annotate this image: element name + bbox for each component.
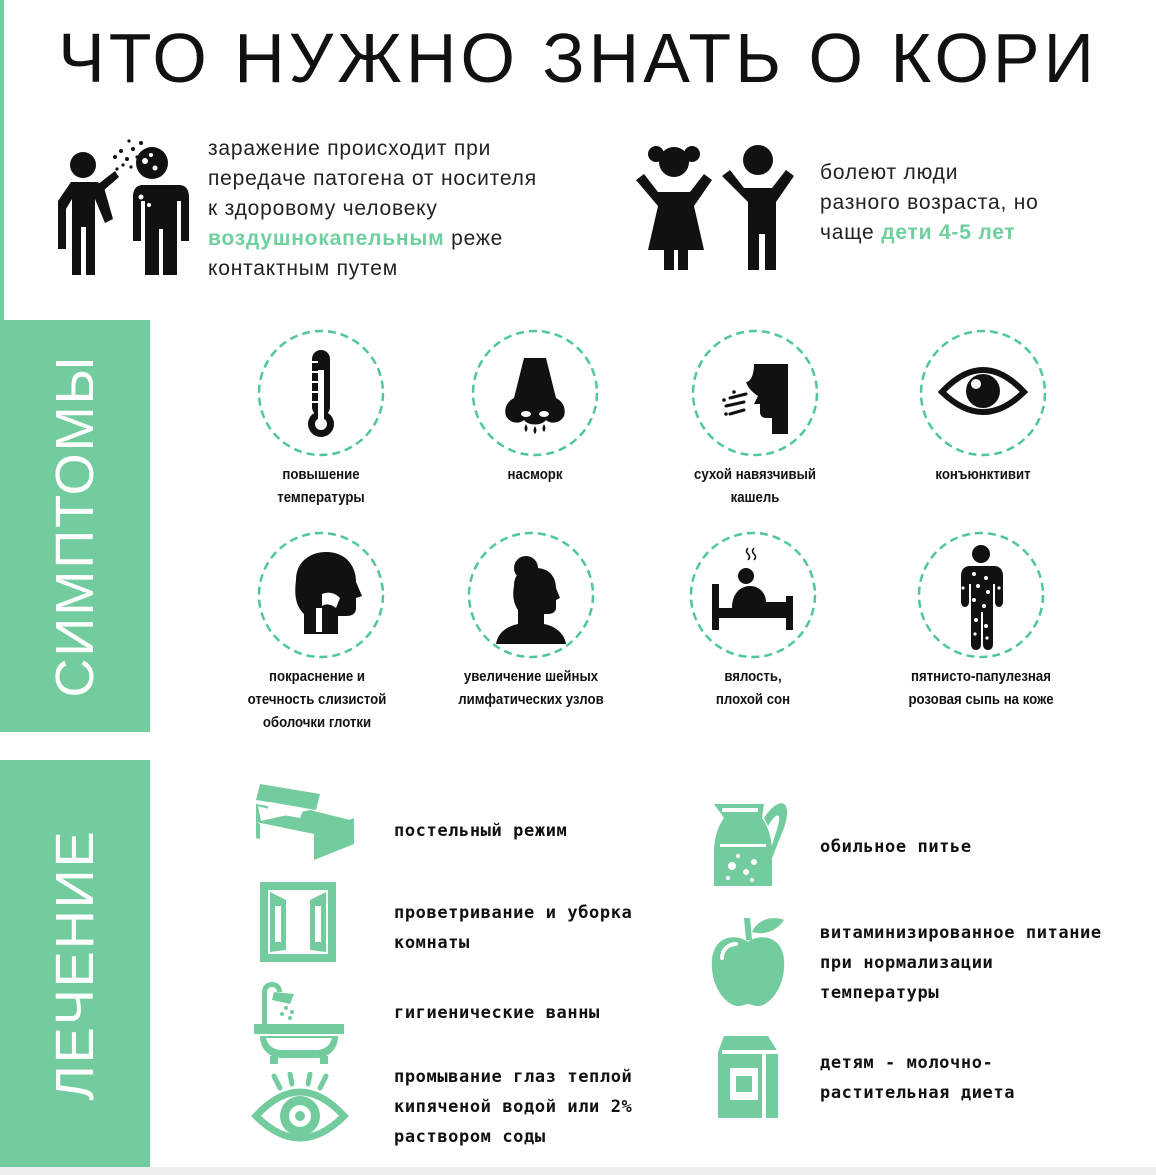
symptom-label-rash (889, 665, 1074, 711)
transmission-line-5: контактным путем (208, 257, 398, 280)
thermometer-icon (256, 328, 386, 458)
treatment-nutrition-line-3: температуры (820, 983, 940, 1003)
transmission-line-4: реже (444, 227, 504, 250)
age-line-1: болеют люди (820, 161, 959, 184)
transmission-icon (45, 135, 195, 275)
symptom-lethargy-line-1: вялость, (724, 668, 782, 685)
treatment-nutrition-line-1: витаминизированное питание (820, 923, 1102, 943)
symptom-cough-line-1: сухой навязчивый (693, 466, 816, 483)
symptom-label-fever (229, 463, 414, 509)
eye-icon (918, 328, 1048, 458)
apple-icon (708, 914, 788, 1010)
age-line-3: чаще (820, 221, 882, 244)
age-text (820, 158, 1140, 248)
symptom-label-lymph (439, 665, 624, 711)
symptom-lymph-line-1: увеличение шейных (463, 668, 599, 685)
symptoms-section-band (0, 320, 150, 732)
window-icon (258, 880, 338, 964)
symptom-fever-line-2: температуры (277, 489, 365, 506)
cough-icon (690, 328, 820, 458)
children-icon (630, 140, 810, 270)
symptom-label-conjunctivitis (891, 463, 1076, 486)
symptom-runny-nose-line-1: насморк (507, 466, 563, 483)
symptom-fever-line-1: повышение (282, 466, 360, 483)
age-line-2: разного возраста, но (820, 191, 1039, 214)
runny-nose-icon (470, 328, 600, 458)
treatment-section-band (0, 760, 150, 1170)
bathtub-icon (252, 980, 346, 1066)
water-jug-icon (708, 794, 788, 890)
treatment-label-bed-rest (394, 816, 567, 846)
treatment-eye-wash-line-2: кипяченой водой или 2% (394, 1097, 633, 1117)
treatment-eye-wash-line-3: раствором соды (394, 1127, 546, 1147)
throat-icon (256, 530, 386, 660)
treatment-baths-line-1: гигиенические ванны (394, 1003, 600, 1023)
rash-body-icon (916, 530, 1046, 660)
symptom-lymph-line-2: лимфатических узлов (458, 691, 604, 708)
treatment-label-eye-wash (394, 1062, 632, 1152)
bottom-border (0, 1167, 1156, 1175)
symptom-conjunctivitis-line-1: конъюнктивит (935, 466, 1031, 483)
milk-carton-icon (716, 1034, 786, 1120)
treatment-section-title: ЛЕЧЕНИЕ (45, 829, 105, 1101)
treatment-label-baths (394, 998, 600, 1028)
symptom-throat-line-3: оболочки глотки (262, 714, 372, 731)
transmission-line-2: передаче патогена от носителя (208, 167, 537, 190)
treatment-label-nutrition (820, 918, 1102, 1008)
symptom-lethargy-line-2: плохой сон (715, 691, 791, 708)
bed-icon (250, 780, 360, 870)
treatment-label-drinking (820, 832, 972, 862)
treatment-ventilation-line-2: комнаты (394, 933, 470, 953)
transmission-highlight: воздушнокапельным (208, 227, 445, 250)
treatment-drinking-line-1: обильное питье (820, 837, 972, 857)
page-title: ЧТО НУЖНО ЗНАТЬ О КОРИ (58, 19, 1098, 97)
symptom-throat-line-2: отечность слизистой (247, 691, 387, 708)
symptom-label-lethargy (661, 665, 846, 711)
treatment-diet-line-1: детям - молочно- (820, 1053, 994, 1073)
symptom-label-throat (225, 665, 410, 734)
treatment-label-diet (820, 1048, 1015, 1108)
eye-wash-icon (250, 1072, 350, 1144)
symptom-rash-line-1: пятнисто-папулезная (911, 668, 1051, 685)
treatment-label-ventilation (394, 898, 632, 958)
treatment-nutrition-line-2: при нормализации (820, 953, 994, 973)
treatment-diet-line-2: растительная диета (820, 1083, 1016, 1103)
transmission-line-3: к здоровому человеку (208, 197, 438, 220)
transmission-line-1: заражение происходит при (208, 137, 492, 160)
symptom-label-cough (663, 463, 848, 509)
symptom-cough-line-2: кашель (730, 489, 780, 506)
transmission-text (208, 134, 588, 284)
symptoms-section-title: СИМПТОМЫ (45, 354, 105, 698)
sick-in-bed-icon (688, 530, 818, 660)
treatment-bed-rest-line-1: постельный режим (394, 821, 568, 841)
symptom-rash-line-2: розовая сыпь на коже (908, 691, 1054, 708)
treatment-ventilation-line-1: проветривание и уборка (394, 903, 633, 923)
treatment-eye-wash-line-1: промывание глаз теплой (394, 1067, 633, 1087)
age-highlight: дети 4-5 лет (881, 221, 1016, 244)
symptom-label-runny-nose (443, 463, 628, 486)
symptom-throat-line-1: покраснение и (269, 668, 365, 685)
neck-lymph-icon (466, 530, 596, 660)
